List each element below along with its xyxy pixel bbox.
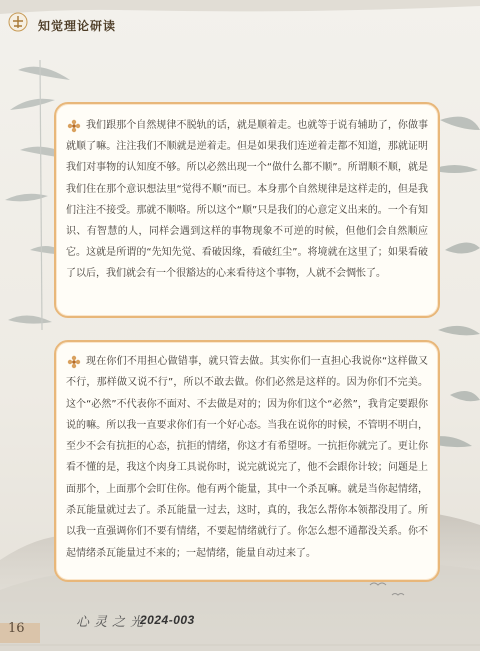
- quote-card-2: [54, 340, 440, 582]
- seal-emblem-icon: [8, 12, 28, 32]
- footer-strip: [0, 617, 480, 651]
- issue-number: 2024-003: [140, 613, 195, 627]
- magazine-logo: 心灵之光: [76, 615, 149, 630]
- section-title: 知觉理论研读: [38, 19, 117, 33]
- paragraph-2: 现在你们不用担心做错事，就只管去做。其实你们一直担心我说你“这样做又不行，那样做又说不行”，所以不敢去做。你们必然是这样的。因为你们不完美。这个“必然”不代表你不面对、不去做是对的；因为你们这个“必然”，我肯定要跟你说的嘛。所以我一直要求你们有一个好心态。当我在说你的时候，不管明不明白，至少不会有抗拒的心态，抗拒的情绪，你这才有希望呀。一抗拒你就完了。更让你看不懂的是，我这个肉身工具说你时，说完就说完了，他不会跟你计较；问题是上面那个，上面那个会盯住你。他有两个能量，其中一个杀瓦嘛。就是当你起情绪，杀瓦能量就过去了。杀瓦能量一过去，这时，真的，我怎么帮你本领都没用了。所以我一直强调你们不要有情绪，不要起情绪就行了。你怎么想不通都没关系。你不起情绪杀瓦能量过不来的；一起情绪，能量自动过来了。: [66, 356, 428, 559]
- paragraph-1: 我们跟那个自然规律不脱轨的话，就是顺着走。也就等于说有辅助了，你做事就顺了嘛。注注我们不顺就是逆着走。但是如果我们连逆着走都不知道，那就证明我们对事物的认知度不够。所以必然出现一个“做什么都不顺”。所谓顺不顺，就是我们住在那个意识想法里“觉得不顺”而已。本身那个自然规律是这样走的，但是我们注注不接受。那就不顺咯。所以这个“顺”只是我们的心意定义出来的。一个有知识、有智慧的人，同样会遇到这样的事物现象不可逆的时候，但他们会自然顺应它。这就是所谓的“先知先觉、看破因缘，看破红尘”。将境就在这里了；如果看破了以后，我们就会有一个很豁达的心来看待这个事物，人就不会惆怅了。: [66, 120, 428, 280]
- page-number: 16: [8, 621, 25, 636]
- quote-card-1: [54, 102, 440, 318]
